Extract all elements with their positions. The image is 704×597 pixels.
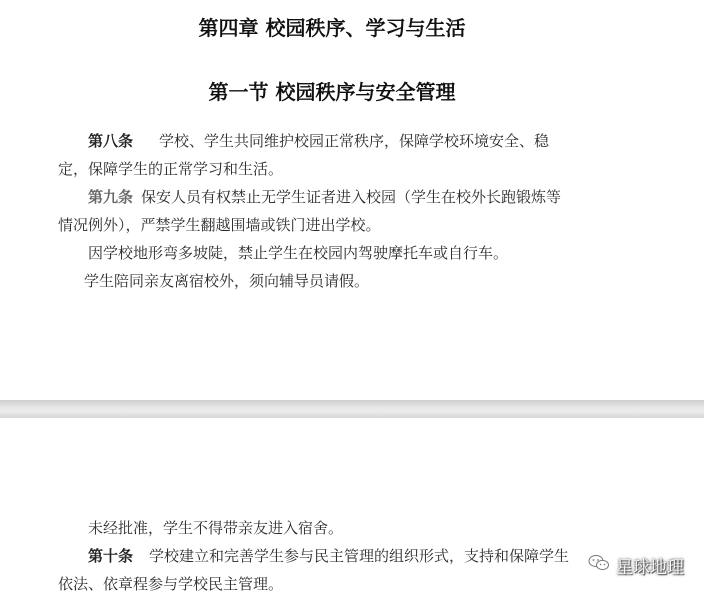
paragraph-visit: 学生陪同亲友离宿校外，须向辅导员请假。	[84, 272, 370, 290]
section-title: 第一节 校园秩序与安全管理	[208, 80, 456, 104]
article-9-text-1: 保安人员有权禁止无学生证者进入校园（学生在校外长跑锻炼等	[141, 188, 562, 206]
page-separator	[0, 400, 704, 418]
wechat-icon	[588, 554, 610, 576]
watermark-text: 星球地理	[616, 557, 684, 578]
paragraph-guest: 未经批准，学生不得带亲友进入宿舍。	[88, 519, 344, 537]
article-8-text-1: 学校、学生共同维护校园正常秩序，保障学校环境安全、稳	[159, 132, 550, 150]
article-10-line-1	[88, 546, 569, 566]
article-10-label: 第十条	[88, 547, 134, 565]
article-8-line-1	[88, 131, 549, 151]
watermark	[588, 553, 684, 577]
article-9-line-1	[88, 187, 561, 207]
article-8-text-2: 定，保障学生的正常学习和生活。	[58, 160, 284, 178]
chapter-title: 第四章 校园秩序、学习与生活	[198, 16, 466, 40]
article-9-text-2: 情况例外），严禁学生翻越围墙或铁门进出学校。	[58, 216, 381, 234]
article-10-text-2: 依法、依章程参与学校民主管理。	[58, 575, 284, 593]
article-10-text-1: 学校建立和完善学生参与民主管理的组织形式，支持和保障学生	[149, 547, 570, 565]
paragraph-slope: 因学校地形弯多坡陡，禁止学生在校园内驾驶摩托车或自行车。	[88, 244, 509, 262]
article-8-label: 第八条	[88, 132, 134, 150]
article-9-label: 第九条	[88, 188, 134, 206]
